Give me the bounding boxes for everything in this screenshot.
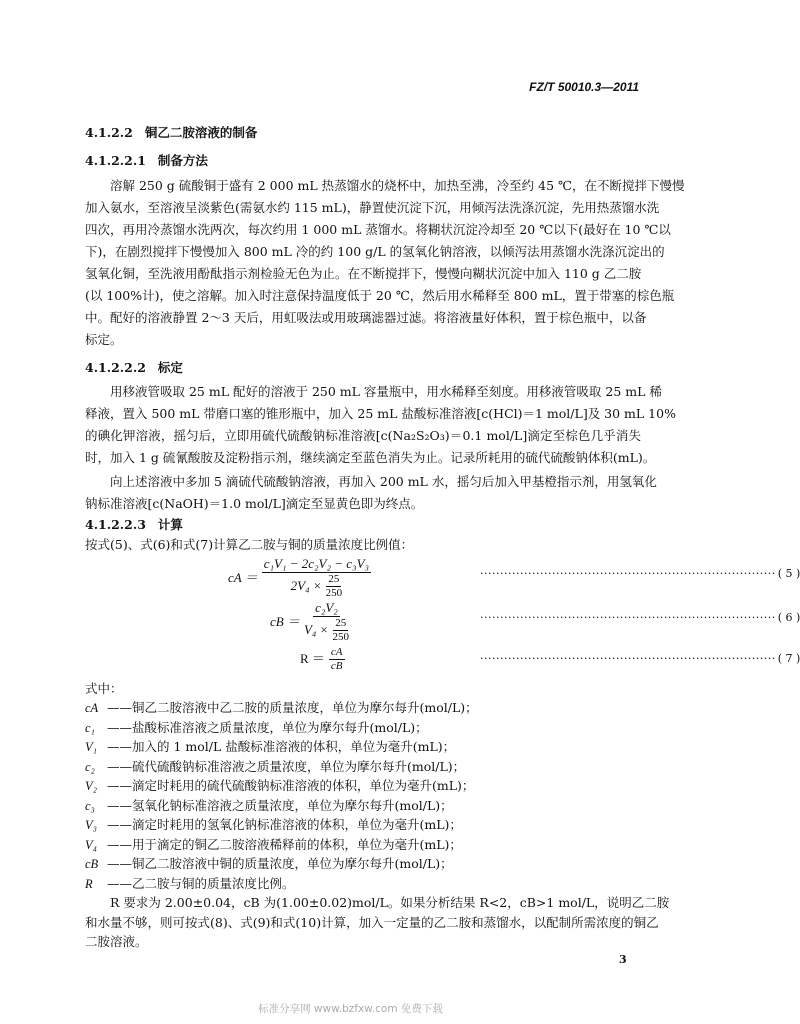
definition-item [85,855,453,873]
calculation-intro: 按式(5)、式(6)和式(7)计算乙二胺与铜的质量浓度比例值： [85,537,414,552]
definition-text: ——盐酸标准溶液之质量浓度，单位为摩尔每升(mol/L)； [107,719,428,735]
leader-dots: ·········································································· [480,611,776,624]
denominator-term: 2V₄ × [290,577,322,593]
section-number: 4.1.2.2 [85,125,133,140]
section-heading-4-1-2-2-2 [85,359,183,377]
equation-7 [300,646,345,672]
denominator: cB [330,659,343,672]
paragraph-line: 加入氨水，至溶液呈淡紫色(需氨水约 115 mL)，静置使沉淀下沉，用倾泻法洗涤沉淀，先用热蒸馏水洗 [85,200,660,215]
definition-item [85,777,474,795]
section-heading-4-1-2-2-1 [85,152,208,170]
section-number: 4.1.2.2.3 [85,517,146,532]
paragraph-line: 用移液管吸取 25 mL 配好的溶液于 250 mL 容量瓶中，用水稀释至刻度。用移液管吸取 25 mL 稀 [110,384,662,399]
equation-fraction [304,601,349,643]
definition-text: ——铜乙二胺溶液中铜的质量浓度，单位为摩尔每升(mol/L)； [107,856,453,871]
paragraph-line: 溶解 250 g 硫酸铜于盛有 2 000 mL 热蒸馏水的烧杯中，加热至沸，冷至约 45 ℃，在不断搅拌下慢慢 [110,178,685,193]
paragraph-line: 释液，置入 500 mL 带磨口塞的锥形瓶中，加入 25 mL 盐酸标准溶液[c(HCl)＝1 mol/L]及 30 mL 10% [85,406,676,421]
paragraph-line: 时，加入 1 g 硫氰酸胺及淀粉指示剂，继续滴定至蓝色消失为止。记录所耗用的硫代硫酸钠体积(mL)。 [85,450,656,465]
equation-label: ( 7 ) [777,652,800,665]
fraction-denominator: 250 [325,586,343,599]
dilution-fraction [326,573,343,599]
paragraph-line: 中。配好的溶液静置 2～3 天后，用虹吸法或用玻璃滤器过滤。将溶液量好体积，置于棕色瓶中，以备 [85,310,647,325]
denominator [291,573,342,599]
section-heading-4-1-2-2-3 [85,516,183,534]
equation-lhs: R ＝ [300,650,325,666]
dilution-fraction [332,617,349,643]
equation-fraction [262,557,371,599]
symbol: c₂ [85,759,95,774]
definition-item [85,699,478,717]
definition-text: ——滴定时耗用的硫代硫酸钠标准溶液的体积，单位为毫升(mL)； [107,778,475,793]
symbol: V₁ [85,740,97,754]
paragraph-line: 下)，在剧烈搅拌下慢慢加入 800 mL 冷的约 100 g/L 的氢氧化钠溶液，以倾泻法用蒸馏水洗涤沉淀出的 [85,244,665,259]
definition-text: ——用于滴定的铜乙二胺溶液稀释前的体积，单位为毫升(mL)； [107,836,462,852]
paragraph-line: (以 100%计)，使之溶解。加入时注意保持温度低于 20 ℃，然后用水稀释至 800 mL，置于带塞的棕色瓶 [85,288,675,303]
section-heading-4-1-2-2 [85,124,257,142]
equation-label: ( 6 ) [777,611,800,624]
equation-5 [228,557,371,599]
equation-6 [270,601,349,643]
paragraph-line: 四次，再用冷蒸馏水洗两次，每次约用 1 000 mL 蒸馏水。将糊状沉淀冷却至 20 ℃以下(最好在 10 ℃以 [85,222,671,237]
denominator [304,617,349,643]
equation-lhs: cA ＝ [228,569,258,585]
paragraph-line: 的碘化钾溶液，摇匀后，立即用硫代硫酸钠标准溶液[c(Na₂S₂O₃)＝0.1 mol/L]滴定至棕色几乎消失 [85,428,641,443]
equation-5-leader [480,566,800,582]
denominator-term: V₄ × [303,621,329,637]
definition-item [85,758,465,776]
paragraph-line: R 要求为 2.00±0.04，cB 为(1.00±0.02)mol/L。如果分析结果 R<2，cB>1 mol/L，说明乙二胺 [110,895,670,910]
symbol: c₃ [85,798,95,813]
definition-text: ——乙二胺与铜的质量浓度比例。 [107,875,295,891]
symbol: cB [85,857,99,871]
paragraph-line: 向上述溶液中多加 5 滴硫代硫酸钠溶液，再加入 200 mL 水，摇匀后加入甲基橙指示剂，用氢氧化 [110,474,657,489]
fraction-numerator: 25 [328,572,340,585]
equation-label: ( 5 ) [777,567,800,580]
fraction-numerator: 25 [335,616,347,629]
paragraph-line: 和水量不够，则可按式(8)、式(9)和式(10)计算，加入一定量的乙二胺和蒸馏水，以配制所需浓度的铜乙 [85,914,659,930]
definition-item [85,875,295,893]
leader-dots: ·········································································· [480,567,776,580]
symbol: V₂ [85,779,97,793]
leader-dots: ·········································································· [480,652,776,665]
section-number: 4.1.2.2.1 [85,153,146,168]
standard-number-header: FZ/T 50010.3—2011 [529,80,639,94]
equation-6-leader [480,610,800,626]
symbol: V₄ [85,837,97,852]
paragraph-line: 钠标准溶液[c(NaOH)＝1.0 mol/L]滴定至显黄色即为终点。 [85,496,424,511]
definition-text: ——铜乙二胺溶液中乙二胺的质量浓度，单位为摩尔每升(mol/L)； [107,700,478,715]
equation-fraction [329,646,345,672]
section-title: 制备方法 [157,153,208,168]
symbol: R [85,876,93,891]
equation-7-leader [480,651,800,667]
definition-item [85,738,455,756]
definition-text: ——滴定时耗用的氢氧化钠标准溶液的体积，单位为毫升(mL)； [107,817,462,832]
definition-item [85,797,453,815]
numerator: c₂V₂ [315,600,338,615]
definition-item [85,719,428,737]
section-title: 铜乙二胺溶液的制备 [144,125,258,140]
fraction-denominator: 250 [332,630,349,643]
page-number: 3 [619,953,627,966]
watermark: 标准分享网 www.bzfxw.com 免费下载 [258,1003,443,1015]
numerator: cA [330,646,343,658]
definition-text: ——氢氧化钠标准溶液之质量浓度，单位为摩尔每升(mol/L)； [107,797,453,813]
section-number: 4.1.2.2.2 [85,360,146,375]
equation-lhs: cB ＝ [270,613,300,629]
section-title: 标定 [157,360,183,375]
symbol: cA [85,701,99,715]
definition-text: ——加入的 1 mol/L 盐酸标准溶液的体积，单位为毫升(mL)； [107,739,456,754]
definition-text: ——硫代硫酸钠标准溶液之质量浓度，单位为摩尔每升(mol/L)； [107,758,466,774]
symbol: c₁ [85,720,95,735]
paragraph-line: 氢氧化铜，至洗液用酚酞指示剂检验无色为止。在不断搅拌下，慢慢向糊状沉淀中加入 110 g 乙二胺 [85,266,642,281]
numerator: c₁V₁ − 2c₂V₂ − c₃V₃ [263,556,370,571]
paragraph-line: 标定。 [85,332,123,347]
symbol: V₃ [85,818,97,832]
definition-item [85,816,462,834]
paragraph-line: 二胺溶液。 [85,934,148,950]
section-title: 计算 [157,517,183,532]
definition-item [85,836,462,854]
where-label: 式中： [85,681,123,696]
